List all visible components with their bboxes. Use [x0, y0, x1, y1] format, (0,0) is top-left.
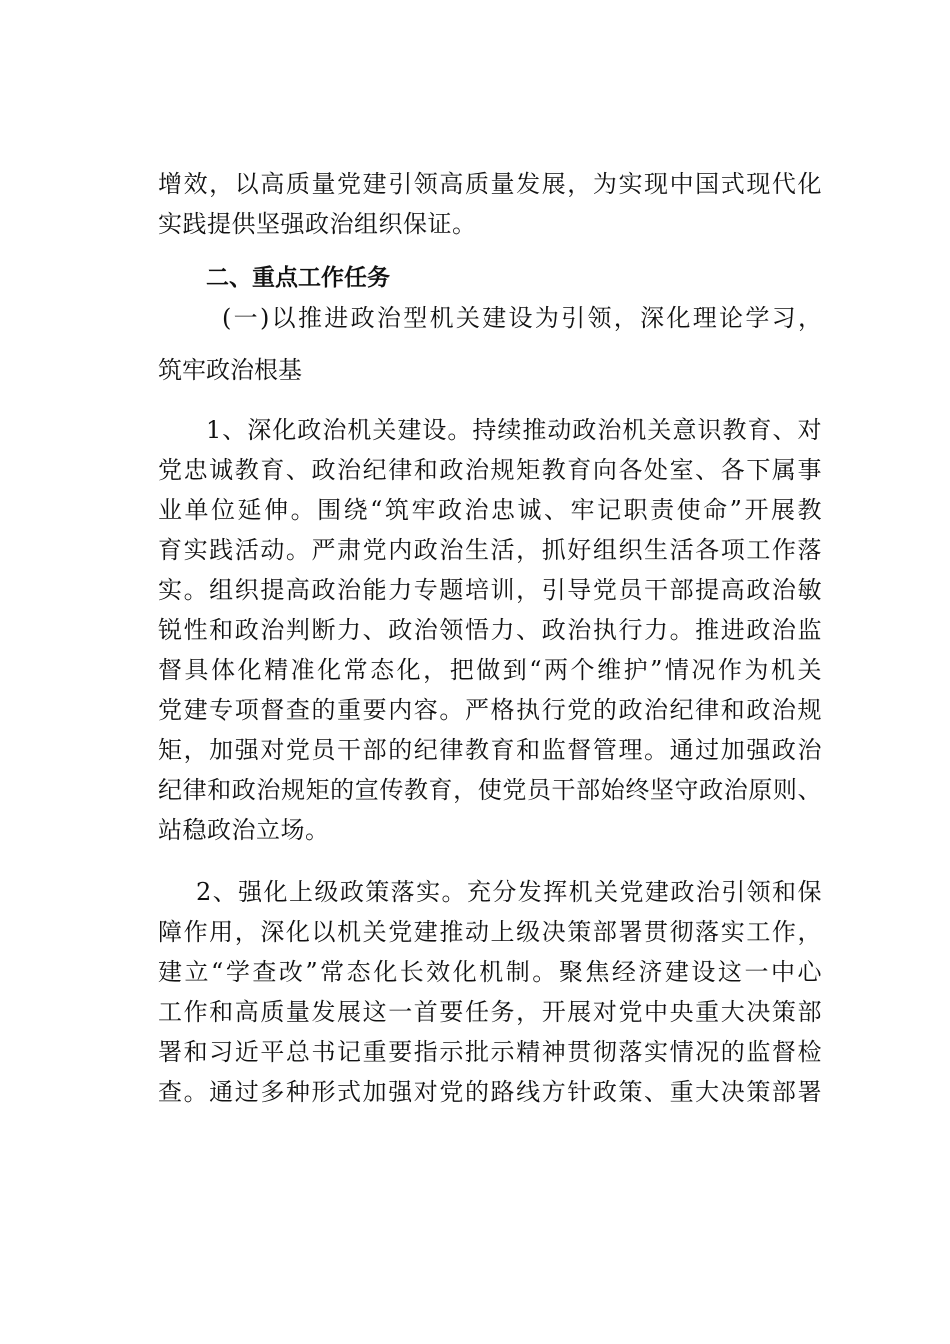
section-heading: 二、重点工作任务	[206, 265, 390, 291]
paragraph-2	[158, 872, 822, 1112]
text-line: 实。组织提高政治能力专题培训，引导党员干部提高政治敏	[158, 576, 822, 604]
text-line: (一)以推进政治型机关建设为引领，深化理论学习，	[222, 304, 822, 332]
text-line: 筑牢政治根基	[158, 356, 302, 384]
text-line: 站稳政治立场。	[158, 816, 330, 844]
text-line: 党忠诚教育、政治纪律和政治规矩教育向各处室、各下属事	[158, 456, 822, 484]
subsection-heading	[158, 298, 822, 390]
text-line: 署和习近平总书记重要指示批示精神贯彻落实情况的监督检	[158, 1038, 822, 1066]
text-line: 障作用，深化以机关党建推动上级决策部署贯彻落实工作，	[158, 918, 822, 946]
text-line: 督具体化精准化常态化，把做到“两个维护”情况作为机关	[158, 656, 822, 684]
document-body	[158, 164, 822, 1112]
text-line: 1、深化政治机关建设。持续推动政治机关意识教育、对	[206, 416, 822, 444]
text-line: 建立“学查改”常态化长效化机制。聚焦经济建设这一中心	[158, 958, 822, 986]
text-line: 2、强化上级政策落实。充分发挥机关党建政治引领和保	[196, 878, 822, 906]
text-line: 工作和高质量发展这一首要任务，开展对党中央重大决策部	[158, 998, 822, 1026]
paragraph-1	[158, 410, 822, 850]
text-line: 锐性和政治判断力、政治领悟力、政治执行力。推进政治监	[158, 616, 822, 644]
text-line: 增效，以高质量党建引领高质量发展，为实现中国式现代化	[158, 170, 822, 198]
text-line: 矩，加强对党员干部的纪律教育和监督管理。通过加强政治	[158, 736, 822, 764]
text-line: 查。通过多种形式加强对党的路线方针政策、重大决策部署	[158, 1078, 822, 1106]
text-line: 纪律和政治规矩的宣传教育，使党员干部始终坚守政治原则、	[158, 776, 822, 804]
intro-paragraph	[158, 164, 822, 244]
text-line: 实践提供坚强政治组织保证。	[158, 210, 477, 238]
text-line: 育实践活动。严肃党内政治生活，抓好组织生活各项工作落	[158, 536, 822, 564]
text-line: 业单位延伸。围绕“筑牢政治忠诚、牢记职责使命”开展教	[158, 496, 822, 524]
text-line: 党建专项督查的重要内容。严格执行党的政治纪律和政治规	[158, 696, 822, 724]
